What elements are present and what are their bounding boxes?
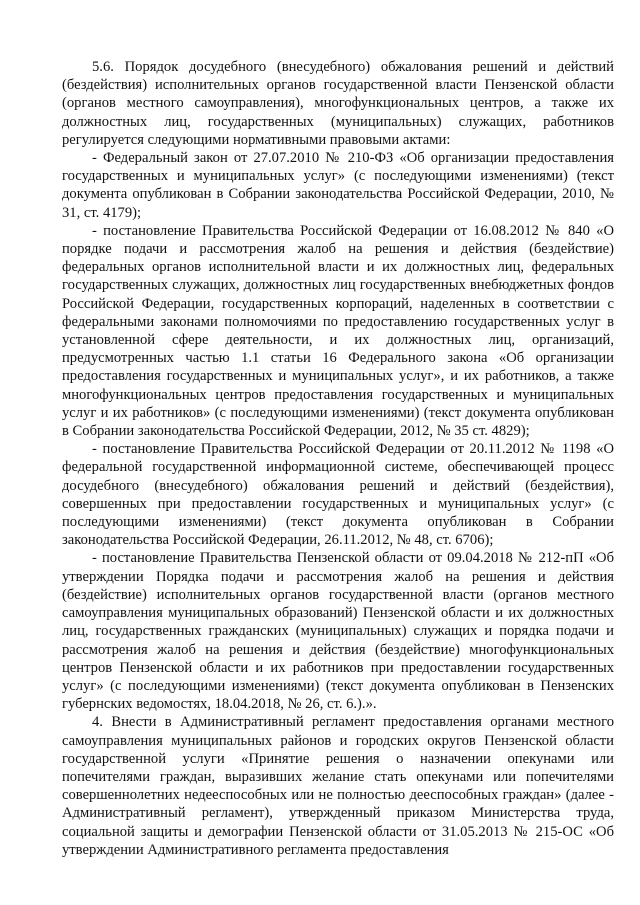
paragraph-federal-law-210: - Федеральный закон от 27.07.2010 № 210-ФЗ «Об организации предоставления государственных и муниципальных услуг» (с последующими изменениями) (текст документа опубликован в Собрании законодательства Российской Федерации, 2010, № 31, ст. 4179);	[62, 150, 614, 221]
paragraph-item-4: 4. Внести в Административный регламент предоставления органами местного самоуправления муниципальных районов и городских округов Пензенской области государственной услуги «Принятие решения о назначении опекунами или попечителями граждан, выразивших желание стать опекунами или попечителями совершеннолетних недееспособных или не полностью дееспособных граждан» (далее - Административный регламент), утвержденный приказом Министерства труда, социальной защиты и демографии Пензенской области от 31.05.2013 № 215-ОС «Об утверждении Административного регламента предоставления	[62, 714, 614, 858]
document-page	[62, 58, 614, 859]
paragraph-resolution-1198: - постановление Правительства Российской Федерации от 20.11.2012 № 1198 «О федеральной государственной информационной системе, обеспечивающей процесс досудебного (внесудебного) обжалования решений и действий (бездействия), совершенных при предоставлении государственных и муниципальных услуг» (с последующими изменениями) (текст документа опубликован в Собрании законодательства Российской Федерации, 26.11.2012, № 48, ст. 6706);	[62, 441, 614, 549]
paragraph-resolution-840: - постановление Правительства Российской Федерации от 16.08.2012 № 840 «О порядке подачи и рассмотрения жалоб на решения и действия (бездействие) федеральных органов исполнительной власти и их должностных лиц, федеральных государственных служащих, должностных лиц государственных внебюджетных фондов Российской Федерации, государственных корпораций, наделенных в соответствии с федеральными законами полномочиями по предоставлению государственных услуг в установленной сфере деятельности, и их должностных лиц, организаций, предусмотренных частью 1.1 статьи 16 Федерального закона «Об организации предоставления государственных и муниципальных услуг», и их работников, а также многофункциональных центров предоставления государственных и муниципальных услуг и их работников» (с последующими изменениями) (текст документа опубликован в Собрании законодательства Российской Федерации, 2012, № 35 ст. 4829);	[62, 222, 614, 440]
paragraph-resolution-212: - постановление Правительства Пензенской области от 09.04.2018 № 212-пП «Об утверждении Порядка подачи и рассмотрения жалоб на решения и действия (бездействие) исполнительных органов государственной власти (органов местного самоуправления муниципальных образований) Пензенской области и их должностных лиц, государственных гражданских (муниципальных) служащих и порядка подачи и рассмотрения жалоб на решения и действия (бездействие) многофункциональных центров Пензенской области и их работников при предоставлении государственных услуг» (с последующими изменениями) (текст документа опубликован в Пензенских губернских ведомостях, 18.04.2018, № 26, ст. 6.).».	[62, 550, 614, 713]
paragraph-5-6-intro: 5.6. Порядок досудебного (внесудебного) обжалования решений и действий (бездействия) исполнительных органов государственной власти Пензенской области (органов местного самоуправления), многофункциональных центров, а также их должностных лиц, государственных (муниципальных) служащих, работников регулируется следующими нормативными правовыми актами:	[62, 59, 614, 148]
